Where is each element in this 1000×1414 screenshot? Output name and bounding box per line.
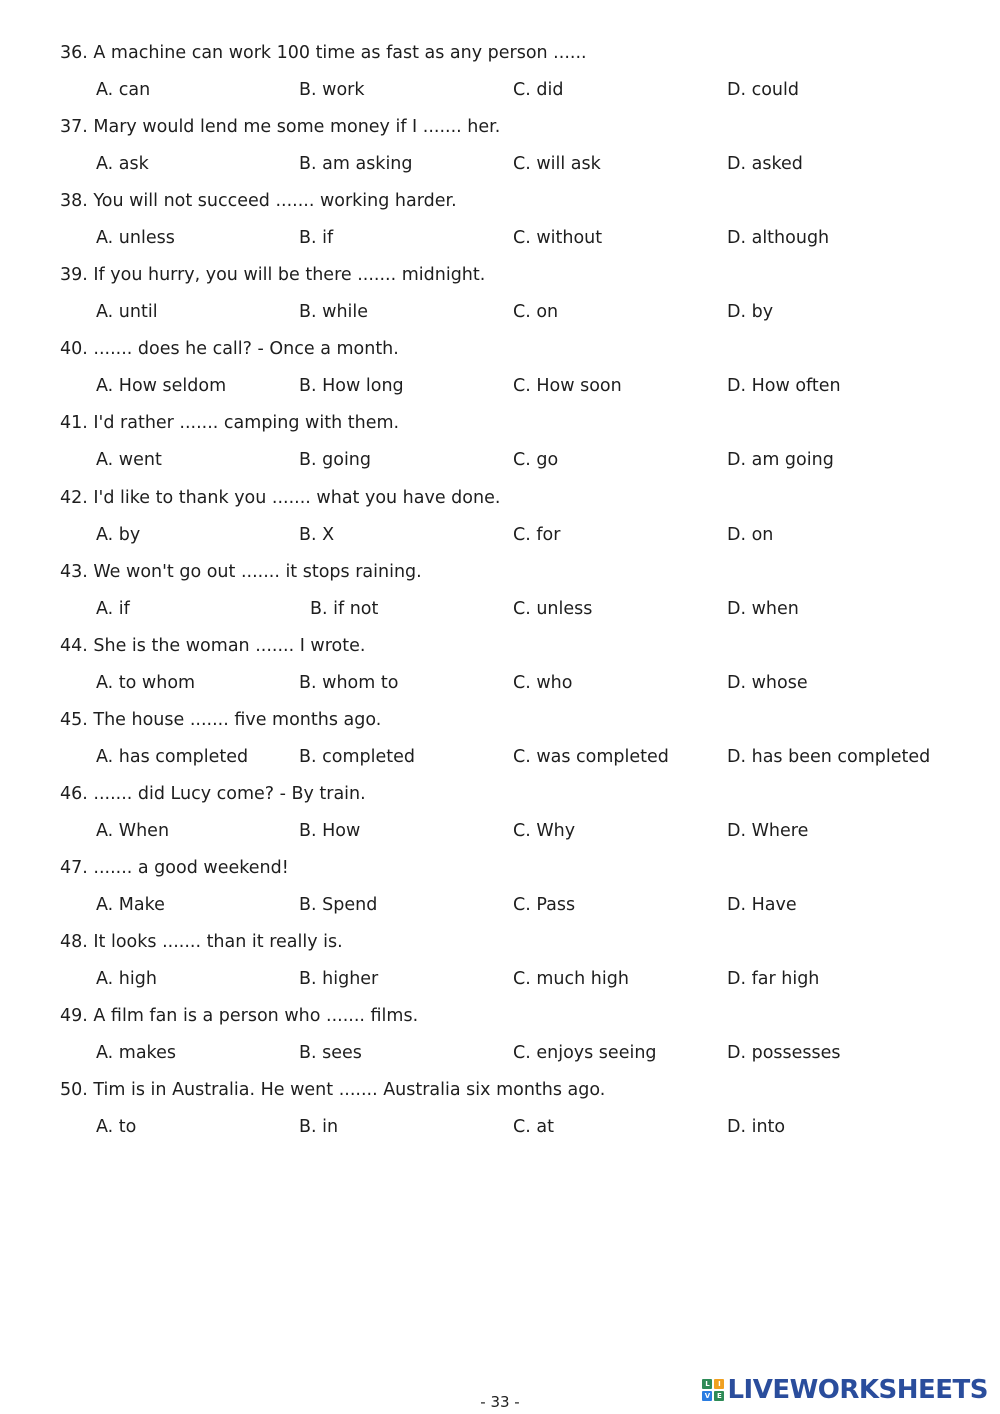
answer-option-b[interactable]: B. while [299, 302, 369, 323]
answer-option-a[interactable]: A. Make [96, 895, 165, 916]
question-stem: 47. ....... a good weekend! [60, 858, 289, 879]
answer-option-a[interactable]: A. When [96, 820, 170, 841]
answer-option-c[interactable]: C. on [513, 302, 559, 323]
answer-option-a[interactable]: A. makes [96, 1043, 176, 1064]
answer-option-a[interactable]: A. if [96, 598, 130, 619]
answer-option-b[interactable]: B. How [299, 820, 361, 841]
question-item [60, 999, 980, 1073]
question-stem: 48. It looks ....... than it really is. [60, 932, 343, 953]
question-item [60, 777, 980, 851]
answer-option-a[interactable]: A. by [96, 524, 141, 545]
answer-options [96, 522, 980, 548]
logo-tile: L [702, 1379, 712, 1389]
question-stem: 50. Tim is in Australia. He went ....... Australia six months ago. [60, 1080, 606, 1101]
answer-option-d[interactable]: D. am going [727, 450, 834, 471]
liveworksheets-logo-icon [702, 1379, 724, 1401]
question-stem: 38. You will not succeed ....... working harder. [60, 191, 457, 212]
answer-option-d[interactable]: D. although [727, 228, 830, 249]
answer-option-b[interactable]: B. X [299, 524, 335, 545]
question-stem: 36. A machine can work 100 time as fast as any person ...... [60, 43, 587, 63]
answer-option-a[interactable]: A. went [96, 450, 162, 471]
question-stem: 42. I'd like to thank you ....... what you have done. [60, 487, 501, 508]
answer-options [96, 225, 980, 251]
answer-option-d[interactable]: D. Where [727, 820, 809, 841]
answer-option-b[interactable]: B. going [299, 450, 372, 471]
answer-options [96, 373, 980, 399]
answer-option-d[interactable]: D. far high [727, 969, 820, 990]
answer-option-c[interactable]: C. for [513, 524, 561, 545]
answer-option-c[interactable]: C. will ask [513, 154, 601, 175]
answer-option-c[interactable]: C. enjoys seeing [513, 1043, 657, 1064]
answer-option-c[interactable]: C. How soon [513, 376, 622, 397]
answer-option-b[interactable]: B. work [299, 80, 365, 100]
question-item [60, 629, 980, 703]
question-item [60, 406, 980, 480]
logo-tile: E [714, 1391, 724, 1401]
question-item [60, 36, 980, 110]
answer-option-c[interactable]: C. unless [513, 598, 593, 619]
answer-option-c[interactable]: C. Pass [513, 895, 576, 916]
answer-option-b[interactable]: B. am asking [299, 154, 413, 175]
answer-options [96, 1114, 980, 1140]
question-list [60, 36, 980, 1147]
answer-options [96, 892, 980, 918]
answer-option-a[interactable]: A. to whom [96, 672, 196, 693]
answer-option-b[interactable]: B. if [299, 228, 334, 249]
answer-options [96, 151, 980, 177]
answer-option-b[interactable]: B. Spend [299, 895, 378, 916]
question-item [60, 481, 980, 555]
answer-option-c[interactable]: C. at [513, 1117, 554, 1138]
answer-option-c[interactable]: C. was completed [513, 746, 669, 767]
answer-option-a[interactable]: A. has completed [96, 746, 249, 767]
answer-option-b[interactable]: B. How long [299, 376, 404, 397]
answer-option-a[interactable]: A. high [96, 969, 157, 990]
question-stem: 41. I'd rather ....... camping with them. [60, 413, 400, 434]
answer-option-b[interactable]: B. sees [299, 1043, 362, 1064]
answer-option-b[interactable]: B. completed [299, 746, 415, 767]
answer-option-a[interactable]: A. unless [96, 228, 175, 249]
answer-option-d[interactable]: D. How often [727, 376, 841, 397]
question-item [60, 332, 980, 406]
answer-option-d[interactable]: D. has been completed [727, 746, 931, 767]
answer-option-c[interactable]: C. did [513, 80, 564, 100]
answer-option-d[interactable]: D. whose [727, 672, 808, 693]
question-item [60, 555, 980, 629]
answer-option-b[interactable]: B. whom to [299, 672, 399, 693]
answer-options [96, 670, 980, 696]
answer-option-b[interactable]: B. if not [310, 598, 379, 619]
answer-options [96, 596, 980, 622]
answer-option-d[interactable]: D. could [727, 80, 799, 100]
question-stem: 40. ....... does he call? - Once a month. [60, 339, 399, 360]
answer-option-d[interactable]: D. Have [727, 895, 797, 916]
question-stem: 45. The house ....... five months ago. [60, 709, 382, 730]
answer-option-d[interactable]: D. into [727, 1117, 786, 1138]
question-item [60, 1073, 980, 1147]
answer-options [96, 744, 980, 770]
answer-options [96, 1040, 980, 1066]
question-item [60, 925, 980, 999]
answer-option-b[interactable]: B. in [299, 1117, 339, 1138]
logo-tile: V [702, 1391, 712, 1401]
answer-option-d[interactable]: D. on [727, 524, 774, 545]
question-item [60, 851, 980, 925]
answer-option-c[interactable]: C. Why [513, 820, 576, 841]
liveworksheets-wordmark: LIVEWORKSHEETS [727, 1375, 988, 1405]
answer-option-a[interactable]: A. can [96, 80, 151, 100]
answer-option-b[interactable]: B. higher [299, 969, 379, 990]
answer-options [96, 77, 980, 103]
answer-option-a[interactable]: A. until [96, 302, 158, 323]
answer-option-d[interactable]: D. asked [727, 154, 803, 175]
answer-option-a[interactable]: A. How seldom [96, 376, 227, 397]
logo-tile: I [714, 1379, 724, 1389]
answer-options [96, 447, 980, 473]
answer-option-c[interactable]: C. go [513, 450, 559, 471]
question-stem: 39. If you hurry, you will be there ....... midnight. [60, 265, 486, 286]
answer-options [96, 966, 980, 992]
question-item [60, 703, 980, 777]
liveworksheets-logo [702, 1374, 988, 1406]
answer-option-c[interactable]: C. who [513, 672, 573, 693]
answer-options [96, 818, 980, 844]
answer-option-a[interactable]: A. ask [96, 154, 149, 175]
question-stem: 46. ....... did Lucy come? - By train. [60, 783, 366, 804]
answer-option-c[interactable]: C. without [513, 228, 603, 249]
question-stem: 43. We won't go out ....... it stops raining. [60, 561, 422, 582]
question-item [60, 258, 980, 332]
question-item [60, 110, 980, 184]
answer-options [96, 299, 980, 325]
page-number: - 33 - [480, 1393, 520, 1411]
answer-option-c[interactable]: C. much high [513, 969, 629, 990]
answer-option-d[interactable]: D. possesses [727, 1043, 841, 1064]
question-stem: 44. She is the woman ....... I wrote. [60, 635, 366, 656]
answer-option-d[interactable]: D. when [727, 598, 799, 619]
question-stem: 49. A film fan is a person who ....... films. [60, 1006, 419, 1027]
question-stem: 37. Mary would lend me some money if I ....... her. [60, 117, 501, 138]
question-item [60, 184, 980, 258]
answer-option-d[interactable]: D. by [727, 302, 774, 323]
answer-option-a[interactable]: A. to [96, 1117, 137, 1138]
